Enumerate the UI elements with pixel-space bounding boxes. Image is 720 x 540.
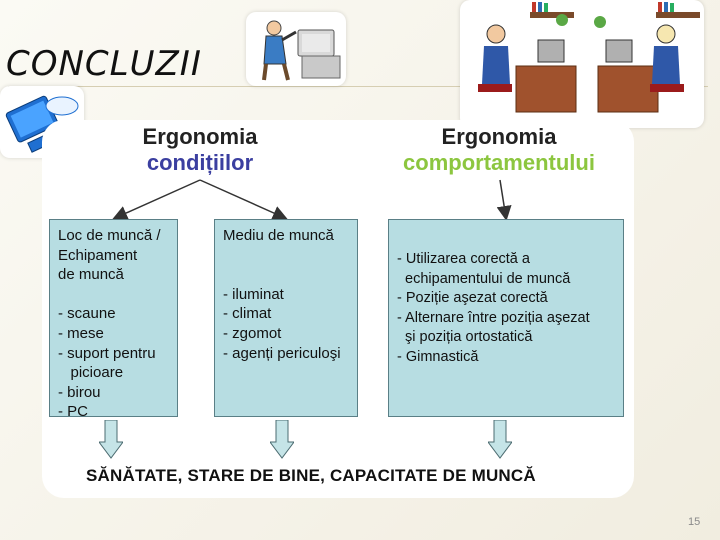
heading-behaviour <box>386 124 612 176</box>
outcome-text: SĂNĂTATE, STARE DE BINE, CAPACITATE DE MUNCĂ <box>86 466 536 485</box>
slide-title: CONCLUZII <box>6 44 202 84</box>
box-item: - Poziție aşezat corectă <box>397 290 548 307</box>
box-item: - iluminat <box>223 285 284 303</box>
workplace-box <box>49 219 178 421</box>
box-item: - PC <box>58 403 88 421</box>
box-item: echipamentului de muncă <box>397 270 571 287</box>
box-item: - climat <box>223 305 272 323</box>
box-item: - zgomot <box>223 324 282 342</box>
clipart-computer-user <box>246 12 346 86</box>
box-title-line: Echipament <box>58 246 138 264</box>
heading-conditions-line2: condițiilor <box>146 150 254 175</box>
down-arrow-2 <box>270 420 294 460</box>
box-item: - Gimnastică <box>397 348 479 365</box>
down-arrow-3 <box>488 420 512 460</box>
box-item: - birou <box>58 383 101 401</box>
box-item: - mese <box>58 324 104 342</box>
box-item: - suport pentru <box>58 344 156 362</box>
box-title-line: de muncă <box>58 266 124 284</box>
page-number: 15 <box>688 516 701 528</box>
heading-behaviour-line2: comportamentului <box>403 150 595 175</box>
box-item: picioare <box>58 364 124 382</box>
clipart-office-workers <box>460 0 704 128</box>
box-item: - Utilizarea corectă a <box>397 251 530 267</box>
box-title-line: Mediu de muncă <box>223 227 334 244</box>
heading-behaviour-line1: Ergonomia <box>441 124 557 149</box>
box-item: - scaune <box>58 305 116 323</box>
box-item: şi poziția ortostatică <box>397 329 533 346</box>
box-item: - agenți periculoşi <box>223 344 341 362</box>
box-item: - Alternare între poziția aşezat <box>397 309 590 326</box>
heading-conditions <box>110 124 290 176</box>
box-title-line: Loc de muncă / <box>58 227 161 244</box>
heading-conditions-line1: Ergonomia <box>142 124 258 149</box>
environment-box <box>214 219 358 417</box>
down-arrow-1 <box>99 420 123 460</box>
behaviour-box <box>388 219 624 417</box>
